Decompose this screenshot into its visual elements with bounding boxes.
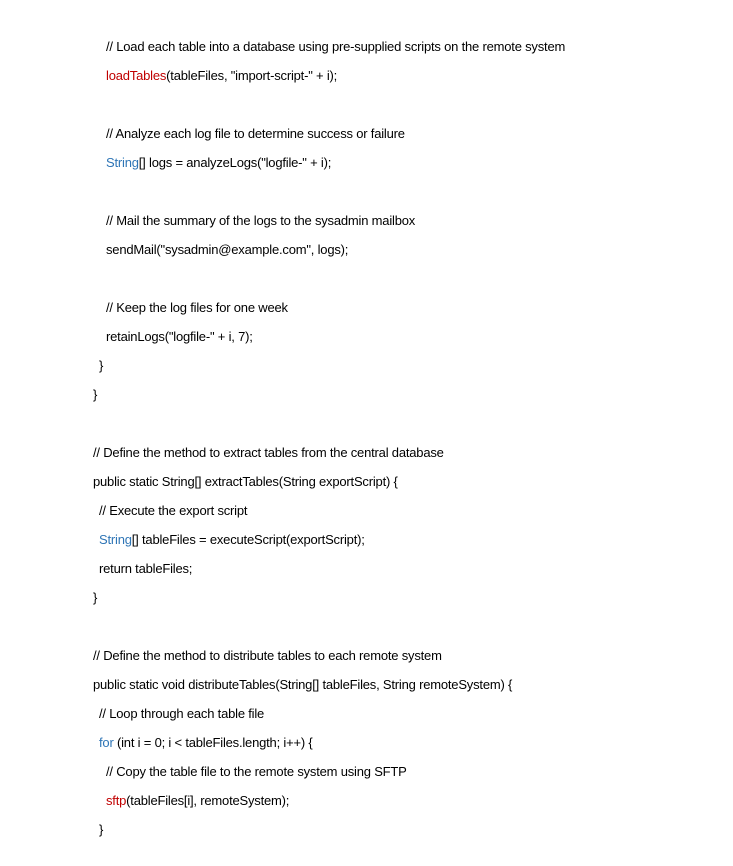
comment-copy-sftp: // Copy the table file to the remote system using SFTP — [106, 764, 407, 779]
comment-define-distribute: // Define the method to distribute tables to each remote system — [93, 648, 442, 663]
function-sftp: sftp — [106, 793, 127, 808]
for-loop-rest: (int i = 0; i < tableFiles.length; i++) { — [113, 735, 313, 750]
comment-load-tables: // Load each table into a database using pre-supplied scripts on the remote system — [106, 39, 566, 54]
code-line-analyze-logs — [106, 155, 331, 171]
code-line-retain-logs: retainLogs("logfile-" + i, 7); — [106, 329, 253, 344]
sftp-args: (tableFiles[i], remoteSystem); — [126, 793, 290, 808]
code-line-distribute-signature: public static void distributeTables(String[] tableFiles, String remoteSystem) { — [93, 677, 513, 692]
code-line-sftp — [106, 793, 289, 809]
code-line-return: return tableFiles; — [99, 561, 193, 576]
type-string: String — [106, 155, 139, 170]
load-tables-args: (tableFiles, "import-script-" + i); — [166, 68, 338, 83]
comment-define-extract: // Define the method to extract tables from the central database — [93, 445, 444, 460]
comment-analyze-logs: // Analyze each log file to determine success or failure — [106, 126, 405, 141]
comment-loop-files: // Loop through each table file — [99, 706, 265, 721]
comment-execute-script: // Execute the export script — [99, 503, 248, 518]
type-string: String — [99, 532, 132, 547]
code-line-send-mail: sendMail("sysadmin@example.com", logs); — [106, 242, 349, 257]
comment-keep-logs: // Keep the log files for one week — [106, 300, 288, 315]
code-line-for-loop — [99, 735, 313, 751]
function-load-tables: loadTables — [106, 68, 167, 83]
code-line-execute-script — [99, 532, 365, 548]
closing-brace-extract: } — [93, 590, 98, 605]
closing-brace-inner: } — [99, 358, 104, 373]
closing-brace-for: } — [99, 822, 104, 837]
keyword-for: for — [99, 735, 114, 750]
execute-script-rest: [] tableFiles = executeScript(exportScript); — [131, 532, 365, 547]
comment-mail-summary: // Mail the summary of the logs to the sysadmin mailbox — [106, 213, 416, 228]
analyze-logs-rest: [] logs = analyzeLogs("logfile-" + i); — [138, 155, 332, 170]
closing-brace-outer: } — [93, 387, 98, 402]
code-line-load-tables — [106, 68, 337, 84]
code-line-extract-signature: public static String[] extractTables(String exportScript) { — [93, 474, 398, 489]
